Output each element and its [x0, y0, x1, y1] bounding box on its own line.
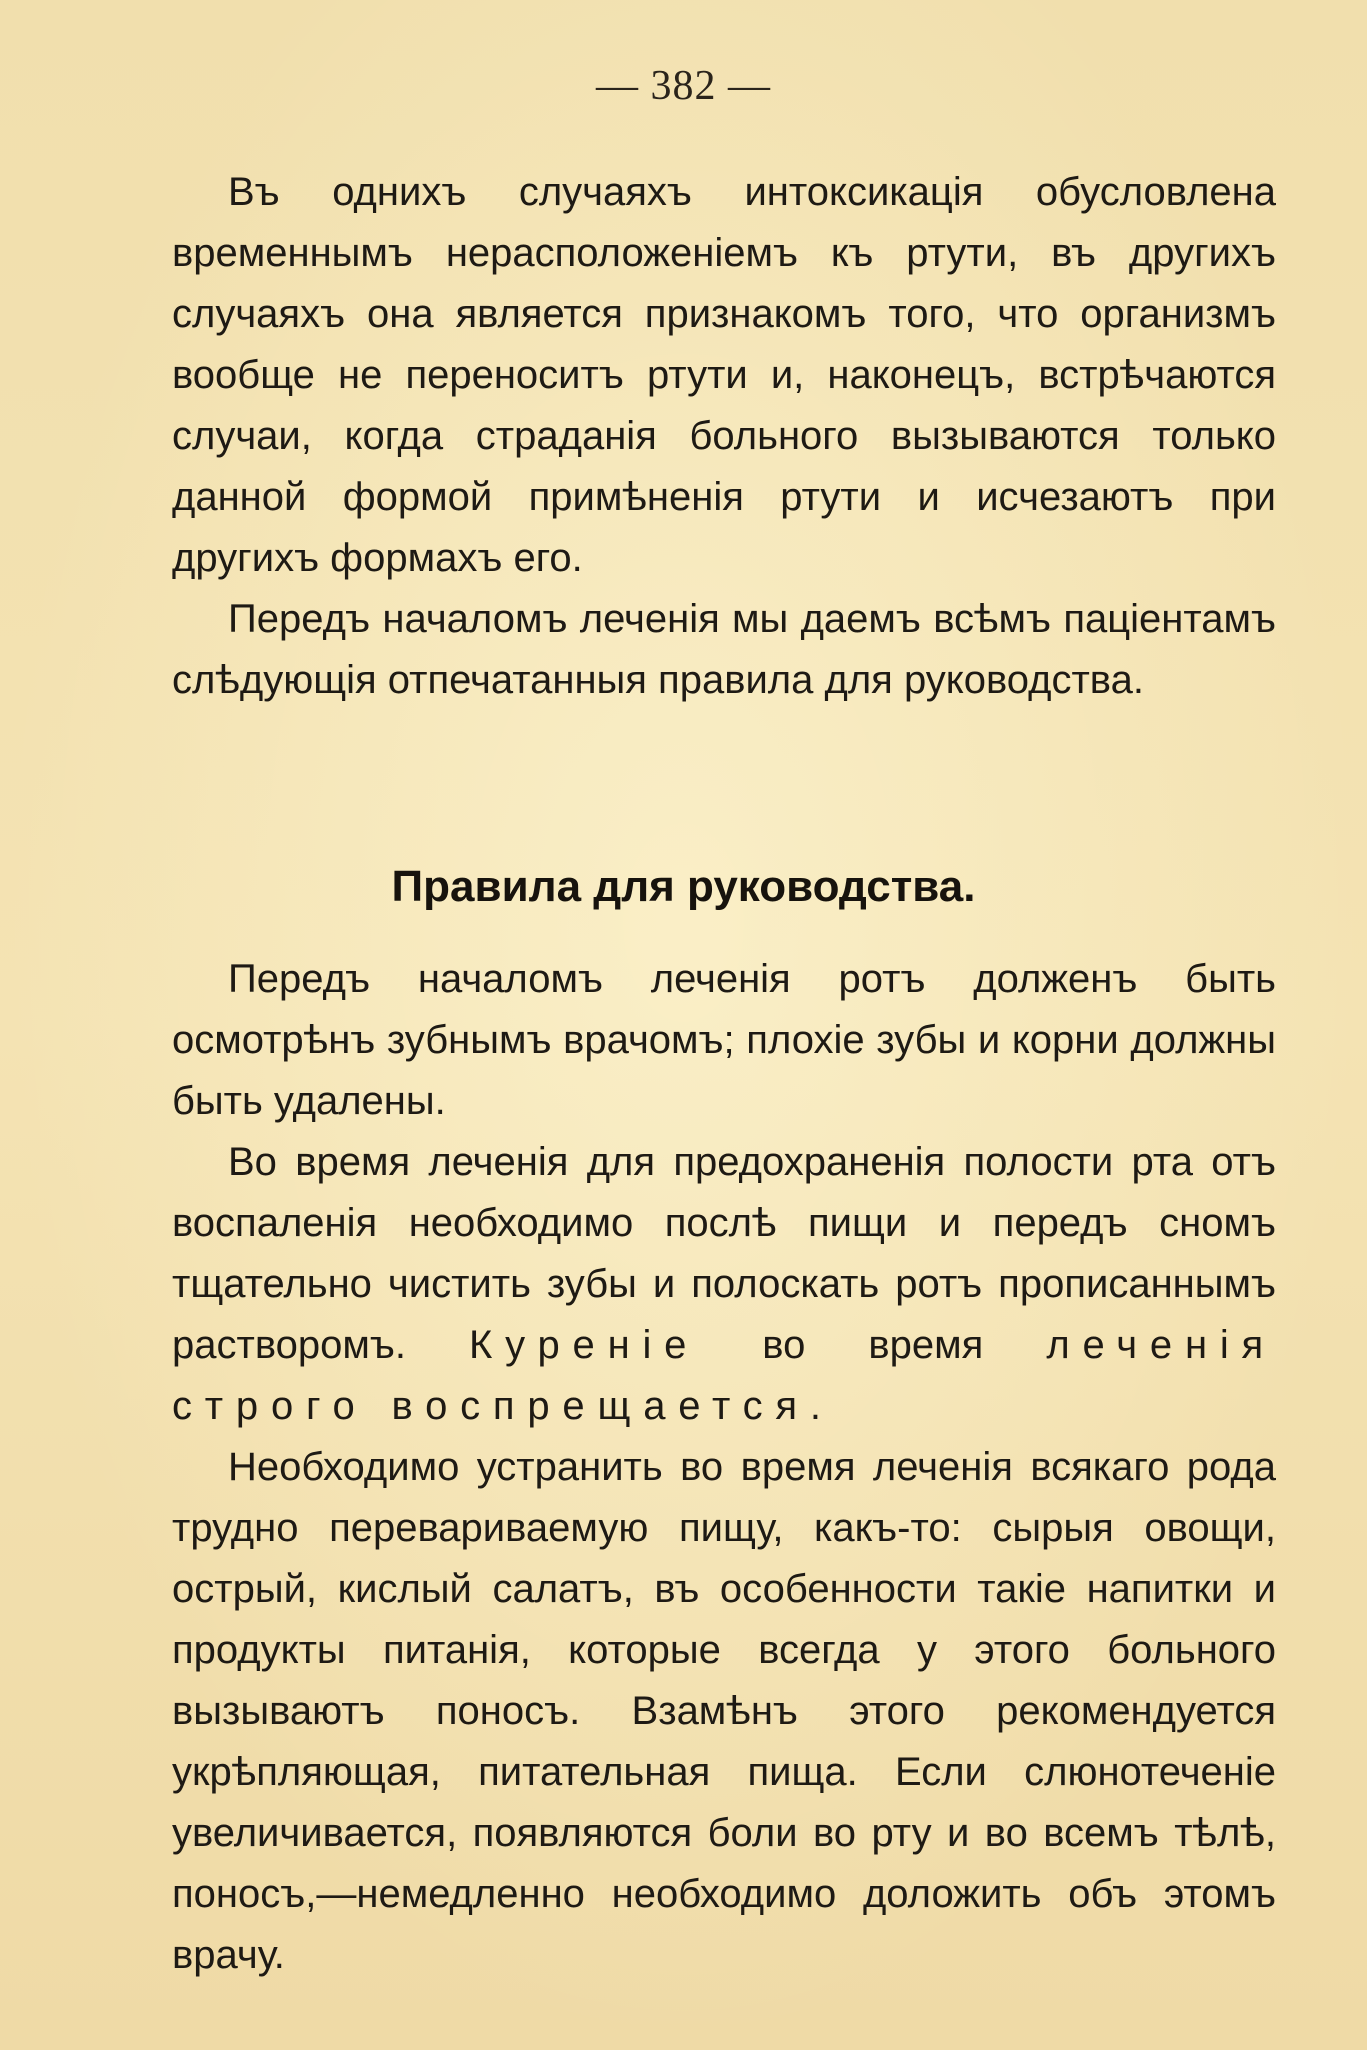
- paragraph-instructions-intro: Передъ началомъ леченія мы даемъ всѣмъ паціентамъ слѣдующія отпечатанныя правила для руководства.: [172, 597, 1276, 702]
- paragraph-dentist: Передъ началомъ леченія ротъ долженъ быть осмотрѣнъ зубнымъ врачомъ; плохіе зубы и корни должны быть удалены.: [172, 957, 1276, 1123]
- paragraph-intoxication: Въ однихъ случаяхъ интоксикація обусловлена временнымъ нерасположеніемъ къ ртути, въ другихъ случаяхъ она является признакомъ того, что организмъ вообще не переноситъ ртути и, наконецъ, встрѣчаются случаи, когда страданія больного вызываются только данной формой примѣненія ртути и исчезаютъ при другихъ формахъ его.: [172, 170, 1276, 580]
- rules-text: [172, 949, 1276, 1986]
- mouth-care-text: Во время леченія для предохраненія полости рта отъ воспаленія необходимо послѣ пищи и передъ сномъ тщательно чистить зубы и полоскать ротъ прописаннымъ растворомъ.: [172, 1140, 1276, 1367]
- paragraph-diet: Необходимо устранить во время леченія всякаго рода трудно перевариваемую пищу, какъ-то: сырыя овощи, острый, кислый салатъ, въ особенности такіе напитки и продукты питанія, которые всегда у этого больного вызываютъ поносъ. Взамѣнъ этого рекомендуется укрѣпляющая, питательная пища. Если слюнотеченіе увеличивается, появляются боли во рту и во всемъ тѣлѣ, поносъ,—немедленно необходимо доложить объ этомъ врачу.: [172, 1445, 1276, 1977]
- smoking-prohibition: леченія строго воспрещается.: [172, 1323, 1276, 1428]
- smoking-word: Куреніе: [469, 1323, 700, 1367]
- paragraph-mouth-care: [172, 1132, 1276, 1437]
- section-heading: Правила для руководства.: [391, 862, 976, 911]
- page-number: — 382 —: [596, 63, 771, 109]
- mouth-care-mid: во время: [762, 1323, 984, 1367]
- intro-text: [172, 162, 1276, 711]
